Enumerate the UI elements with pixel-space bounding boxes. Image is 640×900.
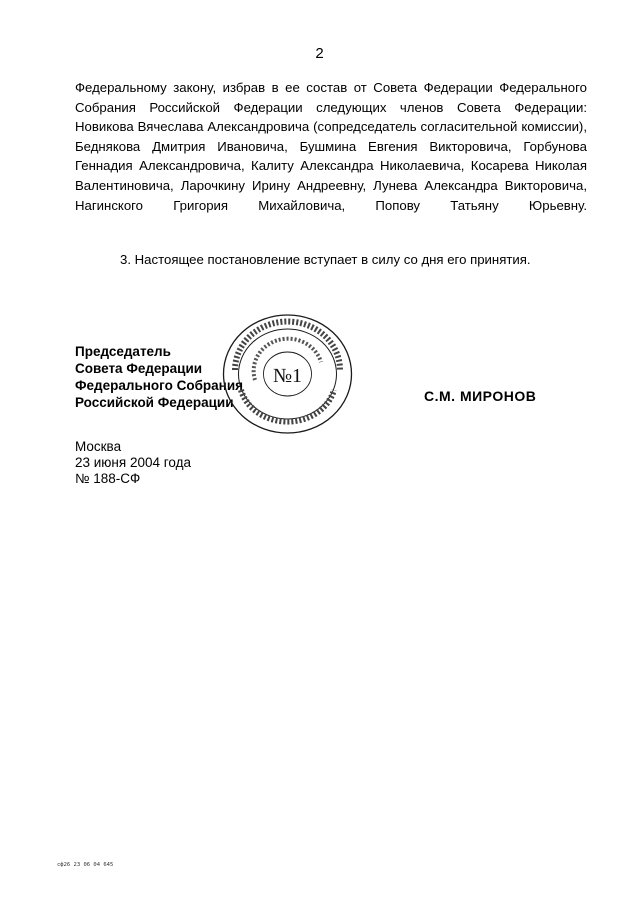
seal-center-text: №1: [272, 365, 303, 387]
signature-title-line-4: Российской Федерации: [75, 395, 234, 410]
document-number: № 188-СФ: [75, 471, 141, 486]
page-number: 2: [315, 45, 325, 62]
signature-title-line-3: Федерального Собрания: [75, 378, 243, 393]
body-paragraph-3: 3. Настоящее постановление вступает в силу со дня его принятия.: [120, 252, 531, 267]
document-date: 23 июня 2004 года: [75, 455, 191, 470]
official-seal-stamp: [221, 312, 354, 436]
city: Москва: [75, 439, 122, 454]
signature-title-line-1: Председатель: [75, 344, 171, 359]
signer-name: С.М. МИРОНОВ: [424, 388, 537, 404]
place-date-block: [75, 439, 191, 487]
footer-code: сф26 23 06 04 645: [57, 862, 114, 868]
seal-lower-text-band: [241, 390, 334, 422]
body-paragraph-continuation: Федеральному закону, избрав в ее состав от Совета Федерации Федерального Собрания Российской Федерации следующих членов Совета Федерации: Новикова Вячеслава Александровича (сопредседатель согласительной комиссии), Беднякова Дмитрия Ивановича, Бушмина Евгения Викторовича, Горбунова Геннадия Александровича, Калиту Александра Николаевича, Косарева Николая Валентиновича, Ларочкину Ирину Андреевну, Лунева Александра Викторовича, Нагинского Григория Михайловича, Попову Татьяну Юрьевну.: [75, 80, 587, 213]
signature-title-line-2: Совета Федерации: [75, 361, 203, 376]
